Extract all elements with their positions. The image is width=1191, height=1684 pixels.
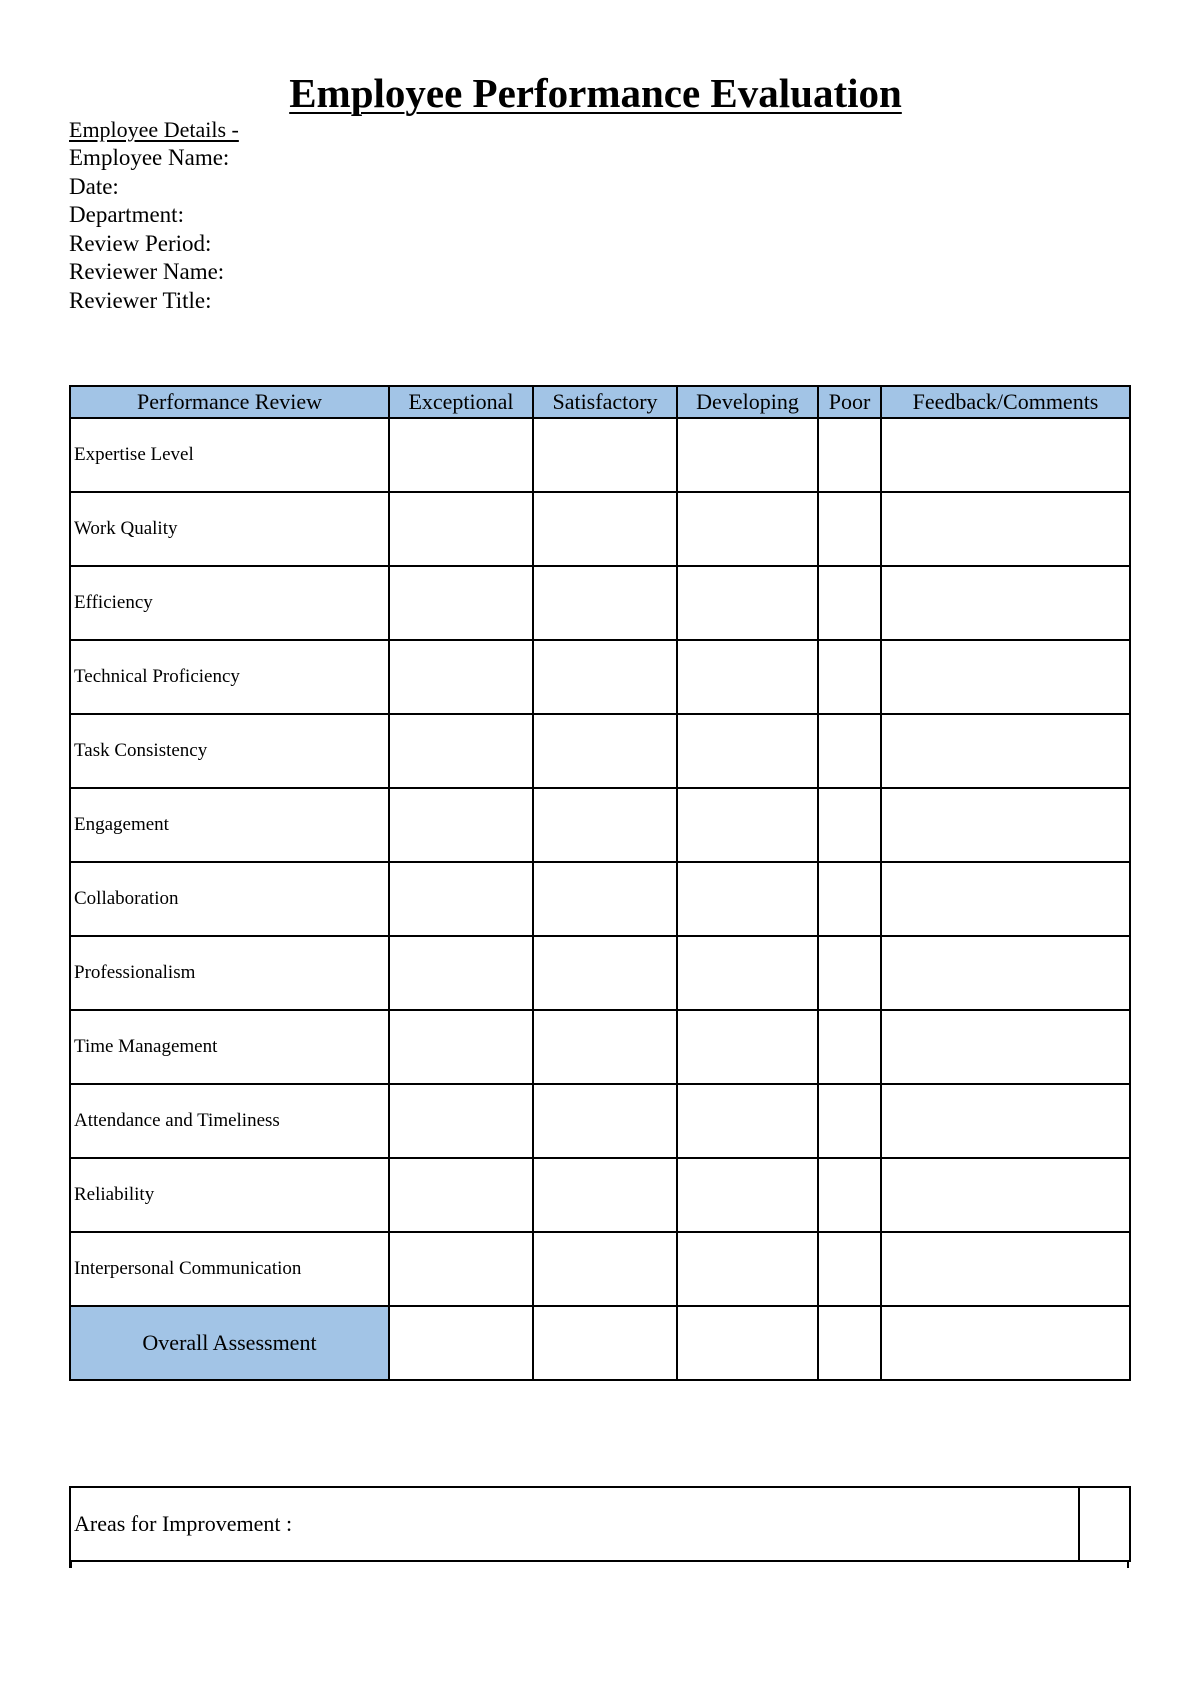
table-row <box>70 936 1130 1010</box>
poor-cell[interactable] <box>818 936 881 1010</box>
feedback-cell[interactable] <box>881 788 1130 862</box>
table-row <box>70 1010 1130 1084</box>
field-review-period: Review Period: <box>69 230 212 256</box>
employee-details <box>69 116 239 316</box>
developing-cell[interactable] <box>677 566 818 640</box>
feedback-cell[interactable] <box>881 1158 1130 1232</box>
table-row <box>70 862 1130 936</box>
feedback-cell[interactable] <box>881 936 1130 1010</box>
exceptional-cell[interactable] <box>389 1084 533 1158</box>
poor-cell[interactable] <box>818 1232 881 1306</box>
improvement-row <box>70 1487 1130 1561</box>
title-text: Employee Performance Evaluation <box>289 70 902 116</box>
feedback-cell[interactable] <box>881 1010 1130 1084</box>
feedback-cell[interactable] <box>881 492 1130 566</box>
table-header-row <box>70 386 1130 418</box>
poor-cell[interactable] <box>818 788 881 862</box>
border-continuation-left <box>69 1560 72 1568</box>
field-date: Date: <box>69 173 119 199</box>
exceptional-cell[interactable] <box>389 492 533 566</box>
exceptional-cell[interactable] <box>389 640 533 714</box>
overall-poor-cell[interactable] <box>818 1306 881 1380</box>
developing-cell[interactable] <box>677 492 818 566</box>
developing-cell[interactable] <box>677 1158 818 1232</box>
satisfactory-cell[interactable] <box>533 788 677 862</box>
header-poor: Poor <box>818 386 881 418</box>
criterion-label: Interpersonal Communication <box>70 1232 389 1306</box>
poor-cell[interactable] <box>818 640 881 714</box>
overall-exceptional-cell[interactable] <box>389 1306 533 1380</box>
feedback-cell[interactable] <box>881 1084 1130 1158</box>
satisfactory-cell[interactable] <box>533 936 677 1010</box>
criterion-label: Professionalism <box>70 936 389 1010</box>
poor-cell[interactable] <box>818 1158 881 1232</box>
feedback-cell[interactable] <box>881 640 1130 714</box>
criterion-label: Engagement <box>70 788 389 862</box>
table-row <box>70 788 1130 862</box>
satisfactory-cell[interactable] <box>533 1010 677 1084</box>
poor-cell[interactable] <box>818 566 881 640</box>
developing-cell[interactable] <box>677 1084 818 1158</box>
overall-feedback-cell[interactable] <box>881 1306 1130 1380</box>
criterion-label: Work Quality <box>70 492 389 566</box>
poor-cell[interactable] <box>818 1084 881 1158</box>
header-developing: Developing <box>677 386 818 418</box>
developing-cell[interactable] <box>677 418 818 492</box>
field-employee-name: Employee Name: <box>69 145 230 170</box>
criterion-label: Reliability <box>70 1158 389 1232</box>
header-satisfactory: Satisfactory <box>533 386 677 418</box>
poor-cell[interactable] <box>818 1010 881 1084</box>
developing-cell[interactable] <box>677 1232 818 1306</box>
satisfactory-cell[interactable] <box>533 640 677 714</box>
overall-satisfactory-cell[interactable] <box>533 1306 677 1380</box>
satisfactory-cell[interactable] <box>533 714 677 788</box>
poor-cell[interactable] <box>818 492 881 566</box>
overall-assessment-label: Overall Assessment <box>70 1306 389 1380</box>
border-continuation-right <box>1127 1560 1130 1568</box>
feedback-cell[interactable] <box>881 418 1130 492</box>
criterion-label: Attendance and Timeliness <box>70 1084 389 1158</box>
developing-cell[interactable] <box>677 714 818 788</box>
areas-for-improvement-table <box>69 1486 1131 1562</box>
improvement-label: Areas for Improvement : <box>70 1487 1079 1561</box>
satisfactory-cell[interactable] <box>533 1158 677 1232</box>
table-row <box>70 714 1130 788</box>
overall-developing-cell[interactable] <box>677 1306 818 1380</box>
table-row <box>70 640 1130 714</box>
criterion-label: Technical Proficiency <box>70 640 389 714</box>
satisfactory-cell[interactable] <box>533 862 677 936</box>
feedback-cell[interactable] <box>881 566 1130 640</box>
exceptional-cell[interactable] <box>389 1158 533 1232</box>
performance-review-table <box>69 385 1131 1381</box>
developing-cell[interactable] <box>677 862 818 936</box>
header-feedback-comments: Feedback/Comments <box>881 386 1130 418</box>
header-performance-review: Performance Review <box>70 386 389 418</box>
poor-cell[interactable] <box>818 418 881 492</box>
feedback-cell[interactable] <box>881 714 1130 788</box>
table-row <box>70 566 1130 640</box>
exceptional-cell[interactable] <box>389 788 533 862</box>
satisfactory-cell[interactable] <box>533 1232 677 1306</box>
table-row <box>70 1158 1130 1232</box>
developing-cell[interactable] <box>677 640 818 714</box>
poor-cell[interactable] <box>818 714 881 788</box>
satisfactory-cell[interactable] <box>533 492 677 566</box>
page-title <box>0 68 1191 118</box>
details-heading: Employee Details - <box>69 117 239 142</box>
criterion-label: Efficiency <box>70 566 389 640</box>
poor-cell[interactable] <box>818 862 881 936</box>
criterion-label: Collaboration <box>70 862 389 936</box>
table-row <box>70 1084 1130 1158</box>
developing-cell[interactable] <box>677 1010 818 1084</box>
satisfactory-cell[interactable] <box>533 418 677 492</box>
table-row <box>70 418 1130 492</box>
exceptional-cell[interactable] <box>389 418 533 492</box>
improvement-entry-cell[interactable] <box>1079 1487 1130 1561</box>
criterion-label: Time Management <box>70 1010 389 1084</box>
exceptional-cell[interactable] <box>389 1010 533 1084</box>
field-reviewer-name: Reviewer Name: <box>69 259 225 285</box>
satisfactory-cell[interactable] <box>533 1084 677 1158</box>
exceptional-cell[interactable] <box>389 1232 533 1306</box>
satisfactory-cell[interactable] <box>533 566 677 640</box>
criterion-label: Task Consistency <box>70 714 389 788</box>
table-row <box>70 1232 1130 1306</box>
criterion-label: Expertise Level <box>70 418 389 492</box>
feedback-cell[interactable] <box>881 862 1130 936</box>
developing-cell[interactable] <box>677 936 818 1010</box>
exceptional-cell[interactable] <box>389 714 533 788</box>
developing-cell[interactable] <box>677 788 818 862</box>
header-exceptional: Exceptional <box>389 386 533 418</box>
overall-assessment-row <box>70 1306 1130 1380</box>
exceptional-cell[interactable] <box>389 862 533 936</box>
table-row <box>70 492 1130 566</box>
exceptional-cell[interactable] <box>389 566 533 640</box>
field-department: Department: <box>69 202 184 228</box>
feedback-cell[interactable] <box>881 1232 1130 1306</box>
exceptional-cell[interactable] <box>389 936 533 1010</box>
field-reviewer-title: Reviewer Title: <box>69 287 212 313</box>
